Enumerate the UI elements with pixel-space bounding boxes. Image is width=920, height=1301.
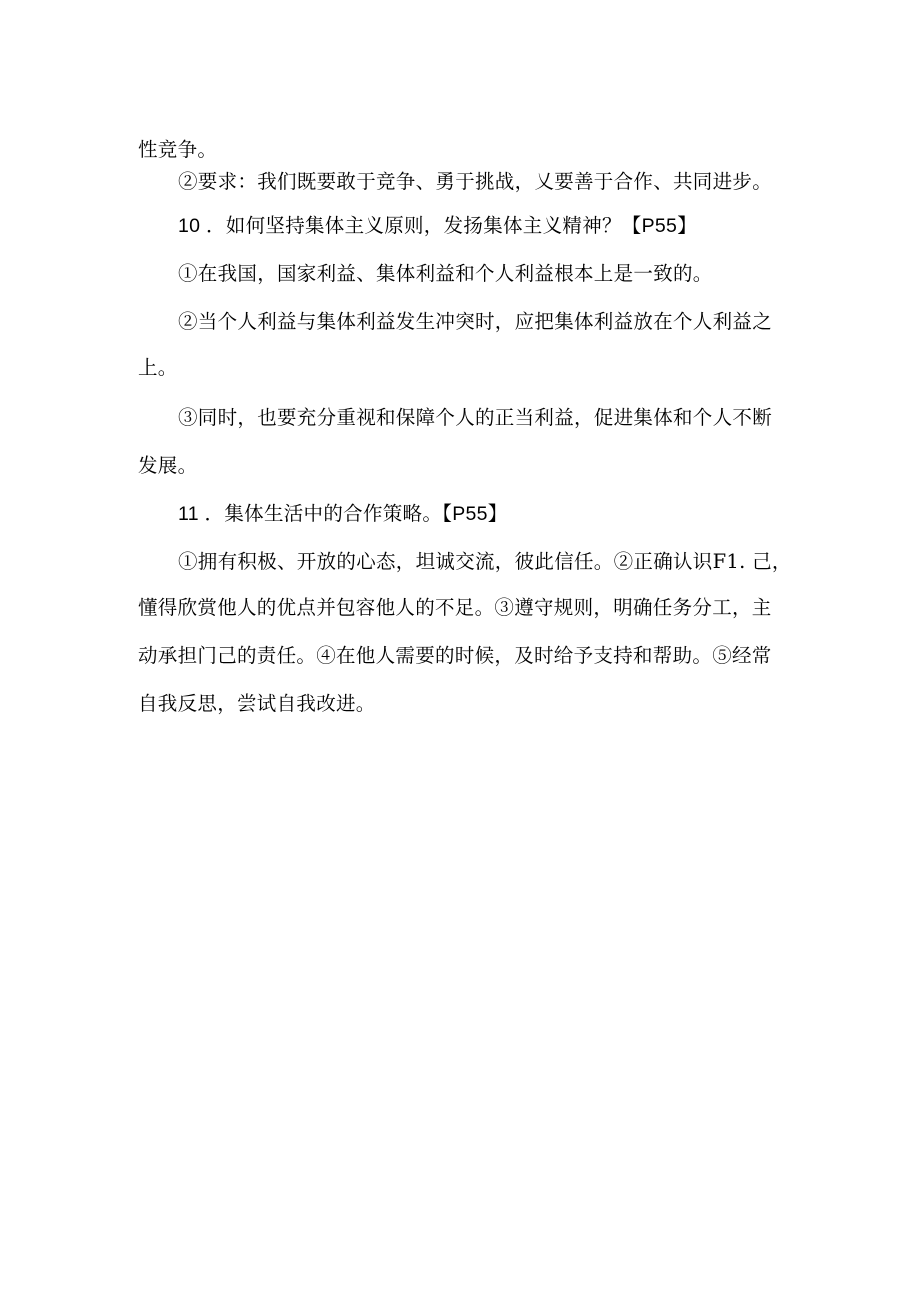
answer-11-line-2: 懂得欣赏他人的优点并包容他人的不足。③遵守规则，明确任务分工，主	[138, 596, 772, 619]
question-11-heading: 11 ．集体生活中的合作策略。【P55】	[178, 503, 508, 525]
text-line-continuation: 性竞争。	[138, 138, 218, 161]
answer-11-line-3: 动承担门己的责任。④在他人需要的时候，及时给予支持和帮助。⑤经常	[138, 644, 772, 667]
answer-10-point-2-continuation: 上。	[138, 356, 178, 379]
question-10-heading: 10 ．如何坚持集体主义原则，发扬集体主义精神？【P55】	[178, 215, 698, 237]
answer-10-point-3: ③同时，也要充分重视和保障个人的正当利益，促进集体和个人不断	[178, 406, 773, 429]
answer-11-line-1: ①拥有积极、开放的心态，坦诚交流，彼此信任。②正确认识F1. 己，	[178, 550, 792, 573]
text-line-requirement: ②要求：我们既要敢于竞争、勇于挑战，乂要善于合作、共同进步。	[178, 170, 773, 193]
answer-10-point-3-continuation: 发展。	[138, 454, 198, 477]
answer-10-point-2: ②当个人利益与集体利益发生冲突时，应把集体利益放在个人利益之	[178, 310, 773, 333]
answer-11-line-4: 自我反思，尝试自我改进。	[138, 692, 376, 715]
answer-10-point-1: ①在我国，国家利益、集体利益和个人利益根本上是一致的。	[178, 262, 713, 285]
